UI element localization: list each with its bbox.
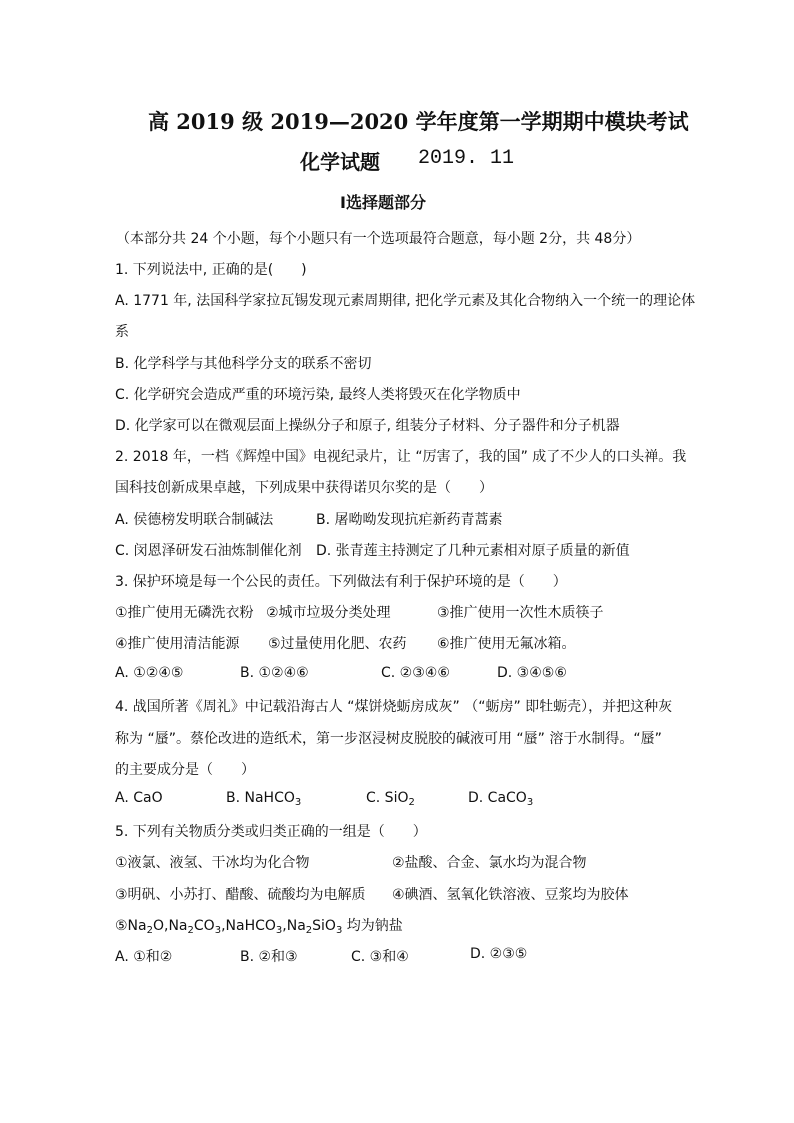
q1-stem: 1. 下列说法中, 正确的是( ) [115, 262, 307, 278]
q3-stem: 3. 保护环境是每一个公民的责任。下列做法有利于保护环境的是（ ） [115, 574, 567, 590]
q1-option-a-line1: A. 1771 年, 法国科学家拉瓦锡发现元素周期律, 把化学元素及其化合物纳入一个统一的理论体 [115, 293, 696, 309]
q5-item-4: ④碘酒、氢氧化铁溶液、豆浆均为胶体 [392, 887, 629, 903]
q1-option-b: B. 化学科学与其他科学分支的联系不密切 [115, 356, 372, 372]
exam-subtitle: 化学试题 [300, 150, 380, 174]
exam-title: 高 2019 级 2019—2020 学年度第一学期期中模块考试 [148, 109, 689, 134]
q3-item-1: ①推广使用无磷洗衣粉 [115, 605, 254, 621]
q1-option-a-line2: 系 [115, 324, 129, 340]
q5-item-1: ①液氯、液氢、干冰均为化合物 [115, 855, 310, 871]
q2-option-c: C. 闵恩泽研发石油炼制催化剂 [115, 543, 302, 559]
q1-option-d: D. 化学家可以在微观层面上操纵分子和原子, 组装分子材料、分子器件和分子机器 [115, 418, 620, 434]
section-heading: Ⅰ选择题部分 [340, 193, 426, 212]
q5-option-b: B. ②和③ [240, 949, 298, 965]
q4-stem-line3: 的主要成分是（ ） [115, 762, 255, 778]
q3-option-c: C. ②③④⑥ [381, 665, 450, 681]
q2-option-a: A. 侯德榜发明联合制碱法 [115, 512, 274, 528]
q3-option-b: B. ①②④⑥ [240, 665, 309, 681]
q4-option-b: B. NaHCO$_3$ [226, 790, 302, 808]
q2-stem-line2: 国科技创新成果卓越，下列成果中获得诺贝尔奖的是（ ） [115, 480, 493, 496]
q5-item-5: $⑤Na_2O,Na_2CO_3,NaHCO_3,Na_2SiO_3$ 均为钠盐 [115, 918, 403, 936]
q3-option-d: D. ③④⑤⑥ [497, 665, 567, 681]
q5-item-2: ②盐酸、合金、氯水均为混合物 [392, 855, 587, 871]
section-note: （本部分共 24 个小题，每个小题只有一个选项最符合题意，每小题 2分，共 48分） [116, 231, 641, 247]
q5-stem: 5. 下列有关物质分类或归类正确的一组是（ ） [115, 824, 427, 840]
q5-item-3: ③明矾、小苏打、醋酸、硫酸均为电解质 [115, 887, 366, 903]
exam-date: 2019. 11 [418, 147, 515, 170]
q2-stem-line1: 2. 2018 年，一档《辉煌中国》电视纪录片，让 “厉害了，我的国” 成了不少人的口头禅。我 [115, 449, 687, 465]
q1-option-c: C. 化学研究会造成严重的环境污染, 最终人类将毁灭在化学物质中 [115, 387, 521, 403]
q3-option-a: A. ①②④⑤ [115, 665, 184, 681]
q3-item-6: ⑥推广使用无氟冰箱。 [437, 636, 576, 652]
q3-item-2: ②城市垃圾分类处理 [266, 605, 391, 621]
q4-stem-line1: 4. 战国所著《周礼》中记载沿海古人 “煤饼烧蛎房成灰” （“蛎房” 即牡蛎壳），并把这种灰 [115, 699, 673, 715]
q3-item-4: ④推广使用清洁能源 [115, 636, 240, 652]
q3-item-3: ③推广使用一次性木质筷子 [437, 605, 604, 621]
q5-option-a: A. ①和② [115, 949, 173, 965]
q5-option-d: D. ②③⑤ [470, 946, 528, 962]
q4-option-d: D. CaCO$_3$ [468, 790, 534, 808]
q2-option-d: D. 张青莲主持测定了几种元素相对原子质量的新值 [316, 543, 630, 559]
q3-item-5: ⑤过量使用化肥、农药 [268, 636, 407, 652]
q2-option-b: B. 屠呦呦发现抗疟新药青蒿素 [316, 512, 503, 528]
q4-option-a: A. CaO [115, 790, 163, 806]
q5-option-c: C. ③和④ [351, 949, 409, 965]
q4-option-c: C. SiO$_2$ [366, 790, 415, 808]
q4-stem-line2: 称为 “蜃”。蔡伦改进的造纸术，第一步沤浸树皮脱胶的碱液可用 “蜃” 溶于水制得。“蜃” [115, 731, 662, 747]
